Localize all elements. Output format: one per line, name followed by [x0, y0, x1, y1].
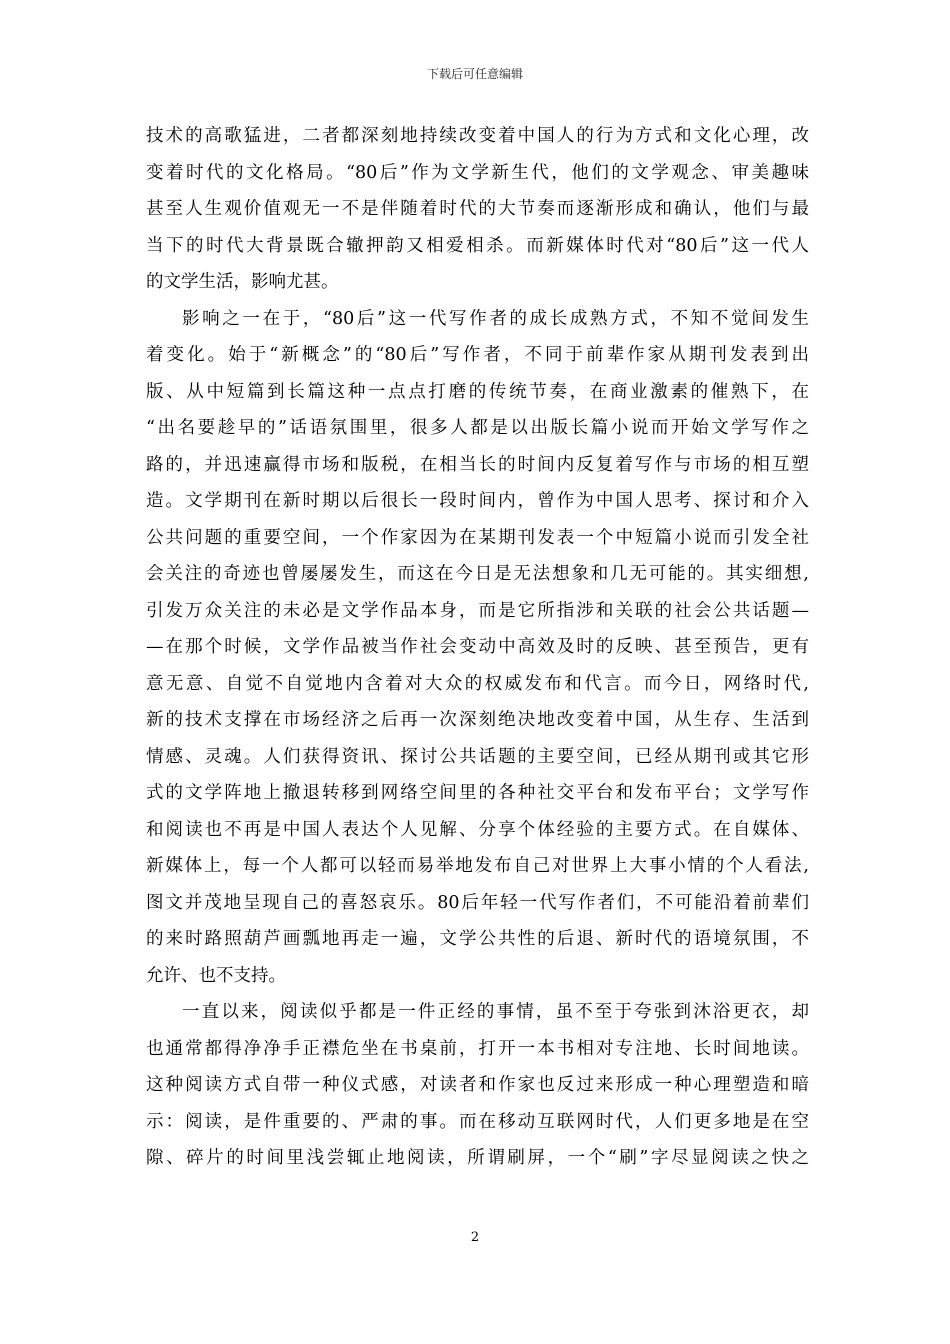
page-number: 2	[470, 1230, 480, 1245]
text-line: —在那个时候，文学作品被当作社会变动中高效及时的反映、甚至预告，更有	[146, 637, 809, 657]
text-line: 技术的高歌猛进，二者都深刻地持续改变着中国人的行为方式和文化心理，改	[146, 126, 809, 146]
text-line: 隙、碎片的时间里浅尝辄止地阅读，所谓刷屏，一个“刷”字尽显阅读之快之	[146, 1148, 809, 1168]
text-line: 新媒体上，每一个人都可以轻而易举地发布自己对世界上大事小情的个人看法,	[146, 856, 809, 876]
text-line: 变着时代的文化格局。“80后”作为文学新生代，他们的文学观念、审美趣味	[146, 162, 809, 183]
text-line: 引发万众关注的未必是文学作品本身，而是它所指涉和关联的社会公共话题—	[146, 600, 809, 621]
text-line: 路的，并迅速赢得市场和版税，在相当长的时间内反复着写作与市场的相互塑	[146, 454, 809, 475]
text-line: 着变化。始于“新概念”的“80后”写作者，不同于前辈作家从期刊发表到出	[146, 345, 809, 365]
text-line: 的文学生活，影响尤甚。	[146, 272, 339, 292]
text-line: 和阅读也不再是中国人表达个人见解、分享个体经验的主要方式。在自媒体、	[146, 819, 809, 840]
text-line: 影响之一在于，“80后”这一代写作者的成长成熟方式，不知不觉间发生	[182, 308, 809, 329]
text-line: 式的文学阵地上撤退转移到网络空间里的各种社交平台和发布平台；文学写作	[146, 783, 809, 803]
text-line: 一直以来，阅读似乎都是一件正经的事情，虽不至于夸张到沐浴更衣，却	[182, 1002, 809, 1022]
text-line: 甚至人生观价值观无一不是伴随着时代的大节奏而逐渐形成和确认，他们与最	[146, 199, 809, 219]
text-line: 这种阅读方式自带一种仪式感，对读者和作家也反过来形成一种心理塑造和暗	[146, 1075, 809, 1095]
text-line: 情感、灵魂。人们获得资讯、探讨公共话题的主要空间，已经从期刊或其它形	[146, 746, 809, 767]
text-line: 当下的时代大背景既合辙押韵又相爱相杀。而新媒体时代对“80后”这一代人	[146, 235, 809, 256]
text-line: 造。文学期刊在新时期以后很长一段时间内，曾作为中国人思考、探讨和介入	[146, 491, 809, 511]
text-line: 示：阅读，是件重要的、严肃的事。而在移动互联网时代，人们更多地是在空	[146, 1111, 809, 1132]
text-line: “出名要趁早的”话语氛围里，很多人都是以出版长篇小说而开始文学写作之	[146, 418, 809, 438]
text-line: 公共问题的重要空间，一个作家因为在某期刊发表一个中短篇小说而引发全社	[146, 527, 809, 548]
text-line: 也通常都得净净手正襟危坐在书桌前，打开一本书相对专注地、长时间地读。	[146, 1038, 809, 1059]
text-line: 会关注的奇迹也曾屡屡发生，而这在今日是无法想象和几无可能的。其实细想,	[146, 564, 809, 584]
text-line: 意无意、自觉不自觉地内含着对大众的权威发布和代言。而今日，网络时代,	[146, 673, 809, 694]
text-line: 允许、也不支持。	[146, 965, 286, 986]
text-line: 新的技术支撑在市场经济之后再一次深刻绝决地改变着中国，从生存、生活到	[146, 710, 809, 730]
page-header: 下载后可任意编辑	[426, 67, 523, 81]
body-text	[146, 118, 809, 1177]
text-line: 版、从中短篇到长篇这种一点点打磨的传统节奏，在商业激素的催熟下，在	[146, 381, 809, 402]
text-line: 图文并茂地呈现自己的喜怒哀乐。80后年轻一代写作者们，不可能沿着前辈们	[146, 892, 809, 913]
text-line: 的来时路照葫芦画瓢地再走一遍，文学公共性的后退、新时代的语境氛围，不	[146, 929, 809, 949]
